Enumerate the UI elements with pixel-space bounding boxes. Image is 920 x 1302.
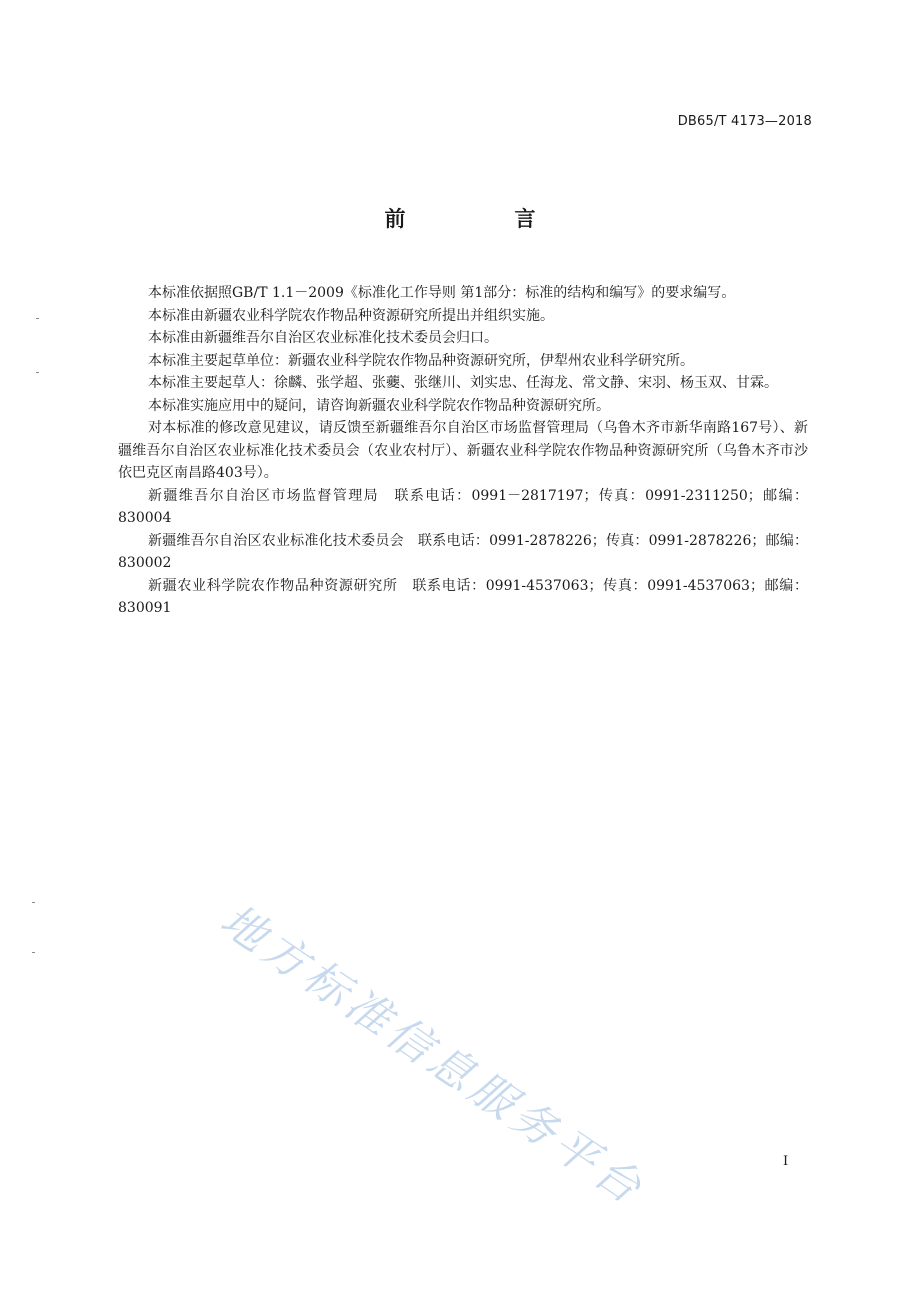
scan-speck — [32, 902, 35, 903]
paragraph-drafters: 本标准主要起草人：徐麟、张学超、张虁、张继川、刘实忠、任海龙、常文静、宋羽、杨玉双、甘霖。 — [148, 375, 778, 391]
paragraph-feedback: 对本标准的修改意见建议，请反馈至新疆维吾尔自治区市场监督管理局（乌鲁木齐市新华南路167号）、新疆维吾尔自治区农业标准化技术委员会（农业农村厅）、新疆农业科学院农作物品种资源研究所（乌鲁木齐市沙依巴克区南昌路403号）。 — [118, 420, 808, 481]
paragraph-inquiries: 本标准实施应用中的疑问，请咨询新疆农业科学院农作物品种资源研究所。 — [148, 397, 610, 414]
paragraph-drafting-units: 本标准主要起草单位：新疆农业科学院农作物品种资源研究所，伊犁州农业科学研究所。 — [148, 352, 694, 369]
watermark: 地方标准信息服务平台 — [211, 894, 655, 1217]
page-number: I — [783, 1154, 789, 1169]
paragraph-drafting-rules: 本标准依据照GB/T 1.1－2009《标准化工作导则 第1部分：标准的结构和编写》的要求编写。 — [148, 285, 736, 301]
paragraph-contact-market-bureau: 新疆维吾尔自治区市场监督管理局 联系电话：0991－2817197；传真：0991-2311250；邮编：830004 — [118, 487, 808, 526]
scan-speck — [36, 372, 39, 373]
paragraph-proposer: 本标准由新疆农业科学院农作物品种资源研究所提出并组织实施。 — [148, 307, 554, 324]
foreword-body — [118, 282, 808, 620]
paragraph-contact-institute: 新疆农业科学院农作物品种资源研究所 联系电话：0991-4537063；传真：0991-4537063；邮编：830091 — [118, 577, 808, 616]
scan-speck — [32, 952, 35, 953]
standard-code: DB65/T 4173—2018 — [677, 114, 812, 129]
scan-speck — [36, 318, 39, 319]
paragraph-contact-committee: 新疆维吾尔自治区农业标准化技术委员会 联系电话：0991-2878226；传真：0991-2878226；邮编：830002 — [118, 532, 808, 571]
page-title: 前 言 — [384, 207, 580, 231]
paragraph-centralized-by: 本标准由新疆维吾尔自治区农业标准化技术委员会归口。 — [148, 330, 498, 346]
